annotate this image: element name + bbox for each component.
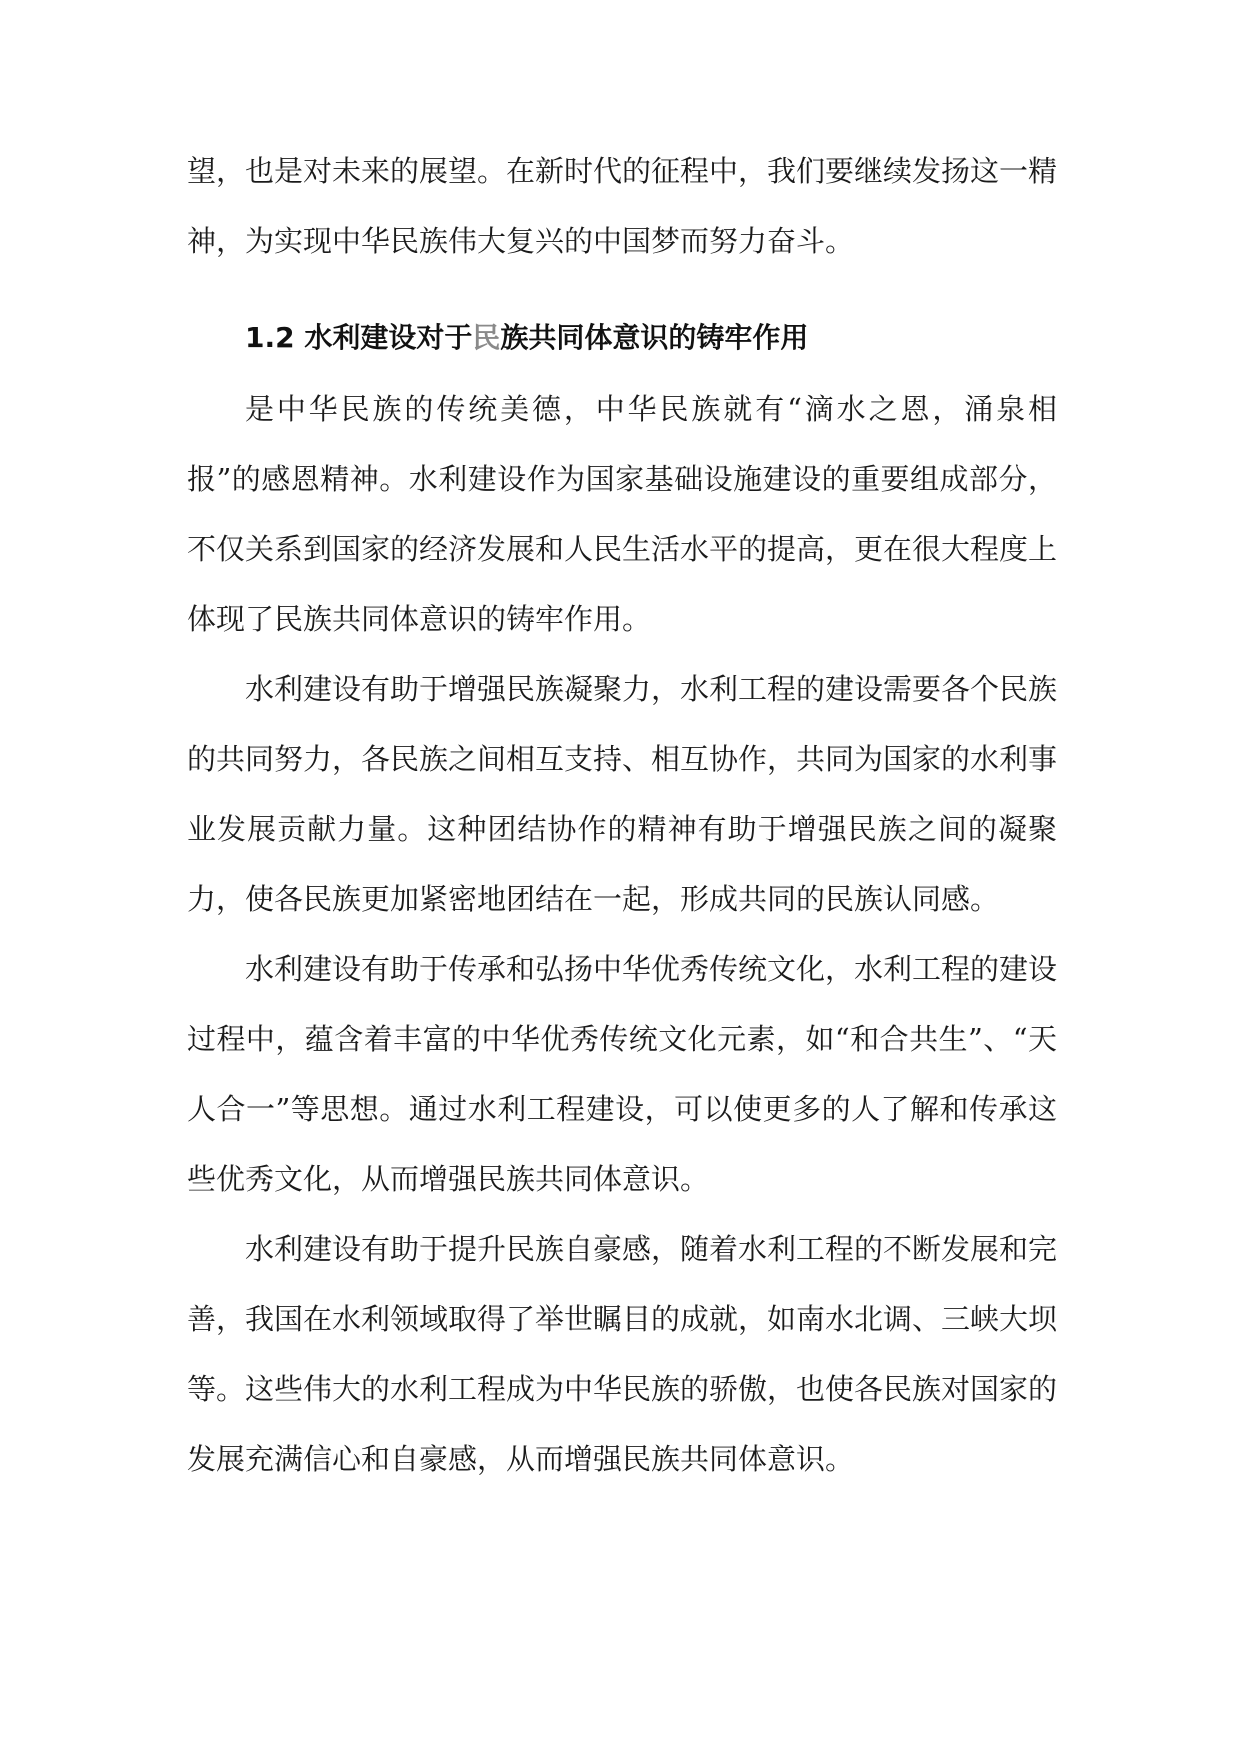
section-heading-suffix: 族共同体意识的铸牢作用 [500,321,809,354]
body-paragraph: 水利建设有助于提升民族自豪感，随着水利工程的不断发展和完善，我国在水利领域取得了举世瞩目的成就，如南水北调、三峡大坝等。这些伟大的水利工程成为中华民族的骄傲，也使各民族对国家的发展充满信心和自豪感，从而增强民族共同体意识。 [187,1232,1058,1476]
section-heading-prefix: 1.2 水利建设对于 [245,321,473,354]
document-body [187,136,1057,1494]
body-paragraph: 水利建设有助于增强民族凝聚力，水利工程的建设需要各个民族的共同努力，各民族之间相互支持、相互协作，共同为国家的水利事业发展贡献力量。这种团结协作的精神有助于增强民族之间的凝聚力，使各民族更加紧密地团结在一起，形成共同的民族认同感。 [187,672,1058,916]
body-paragraph: 水利建设有助于传承和弘扬中华优秀传统文化，水利工程的建设过程中，蕴含着丰富的中华优秀传统文化元素，如“和合共生”、“天人合一”等思想。通过水利工程建设，可以使更多的人了解和传承这些优秀文化，从而增强民族共同体意识。 [187,952,1058,1196]
continuation-paragraph: 望，也是对未来的展望。在新时代的征程中，我们要继续发扬这一精神，为实现中华民族伟大复兴的中国梦而努力奋斗。 [187,154,1058,258]
section-heading-faded-char: 民 [472,321,501,354]
section-heading [187,302,1057,374]
body-paragraph: 是中华民族的传统美德，中华民族就有“滴水之恩，涌泉相报”的感恩精神。水利建设作为国家基础设施建设的重要组成部分，不仅关系到国家的经济发展和人民生活水平的提高，更在很大程度上体现了民族共同体意识的铸牢作用。 [187,392,1058,636]
